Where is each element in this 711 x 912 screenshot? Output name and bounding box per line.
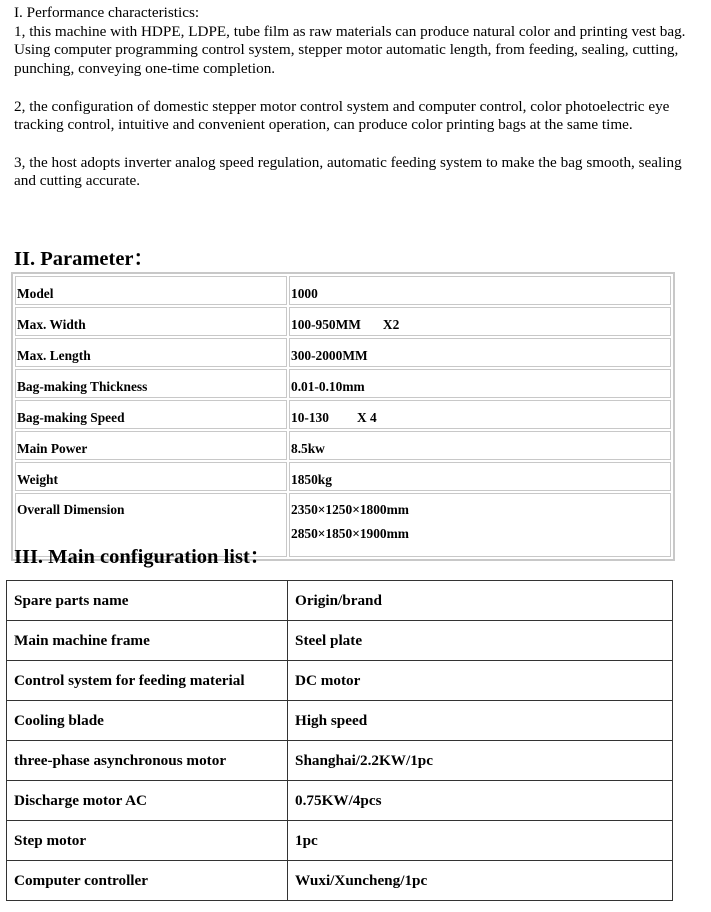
- param-label: Weight: [15, 462, 287, 491]
- param-multiplier: X 4: [356, 410, 377, 425]
- column-header-origin: Origin/brand: [288, 581, 673, 621]
- param-label: Bag-making Speed: [15, 400, 287, 429]
- part-name: Cooling blade: [7, 701, 288, 741]
- table-row: [7, 781, 673, 821]
- part-origin: DC motor: [288, 661, 673, 701]
- table-row: [15, 276, 671, 305]
- param-value: [289, 369, 671, 398]
- table-row: [7, 861, 673, 901]
- part-name: three-phase asynchronous motor: [7, 741, 288, 781]
- param-label: Main Power: [15, 431, 287, 460]
- param-label: Overall Dimension: [15, 493, 287, 557]
- param-value: [289, 431, 671, 460]
- param-value-text: 1000: [291, 286, 318, 301]
- part-origin: High speed: [288, 701, 673, 741]
- part-name: Main machine frame: [7, 621, 288, 661]
- table-row: [7, 821, 673, 861]
- param-value-text: 1850kg: [291, 472, 332, 487]
- param-value: [289, 307, 671, 336]
- part-origin: Steel plate: [288, 621, 673, 661]
- table-row: [15, 307, 671, 336]
- param-value: [289, 462, 671, 491]
- param-value-text: 300-2000MM: [291, 348, 368, 363]
- param-label: Model: [15, 276, 287, 305]
- parameter-table: [11, 272, 675, 561]
- param-label: Bag-making Thickness: [15, 369, 287, 398]
- table-row: [15, 462, 671, 491]
- part-name: Discharge motor AC: [7, 781, 288, 821]
- table-header-row: [7, 581, 673, 621]
- param-value-text: 0.01-0.10mm: [291, 379, 365, 394]
- table-row: [15, 338, 671, 367]
- parameter-heading: II. Parameter：: [14, 248, 155, 270]
- param-multiplier: X2: [382, 317, 400, 332]
- performance-item-1: 1, this machine with HDPE, LDPE, tube film as raw materials can produce natural color and printing vest bag. Using computer programming control system, stepper motor automatic length, from feeding, sealing, cutting, punching, conveying one-time completion.: [14, 22, 686, 78]
- table-row: [7, 621, 673, 661]
- table-row: [7, 741, 673, 781]
- table-row: [7, 661, 673, 701]
- param-value: [289, 338, 671, 367]
- param-value-text: 8.5kw: [291, 441, 325, 456]
- part-name: Control system for feeding material: [7, 661, 288, 701]
- part-name: Step motor: [7, 821, 288, 861]
- dimension-value-1: 2350×1250×1800mm: [291, 502, 409, 517]
- table-row: [15, 369, 671, 398]
- config-heading: III. Main configuration list：: [14, 546, 271, 568]
- performance-heading: I. Performance characteristics:: [14, 4, 200, 21]
- part-origin: Wuxi/Xuncheng/1pc: [288, 861, 673, 901]
- column-header-name: Spare parts name: [7, 581, 288, 621]
- part-origin: 1pc: [288, 821, 673, 861]
- config-table: [6, 580, 673, 901]
- param-value: [289, 400, 671, 429]
- param-value-text: 10-130: [291, 410, 329, 425]
- part-origin: Shanghai/2.2KW/1pc: [288, 741, 673, 781]
- part-origin: 0.75KW/4pcs: [288, 781, 673, 821]
- table-row: [15, 431, 671, 460]
- table-row: [15, 400, 671, 429]
- performance-item-2: 2, the configuration of domestic stepper motor control system and computer control, color photoelectric eye tracking control, intuitive and convenient operation, can produce color printing bags at the same time.: [14, 97, 670, 134]
- part-name: Computer controller: [7, 861, 288, 901]
- performance-section: [14, 4, 704, 191]
- dimension-value-2: 2850×1850×1900mm: [291, 526, 409, 541]
- param-label: Max. Length: [15, 338, 287, 367]
- performance-item-3: 3, the host adopts inverter analog speed regulation, automatic feeding system to make the bag smooth, sealing and cutting accurate.: [14, 153, 682, 190]
- table-row: [7, 701, 673, 741]
- param-value: [289, 493, 671, 557]
- param-value-text: 100-950MM: [291, 317, 361, 332]
- param-value: [289, 276, 671, 305]
- param-label: Max. Width: [15, 307, 287, 336]
